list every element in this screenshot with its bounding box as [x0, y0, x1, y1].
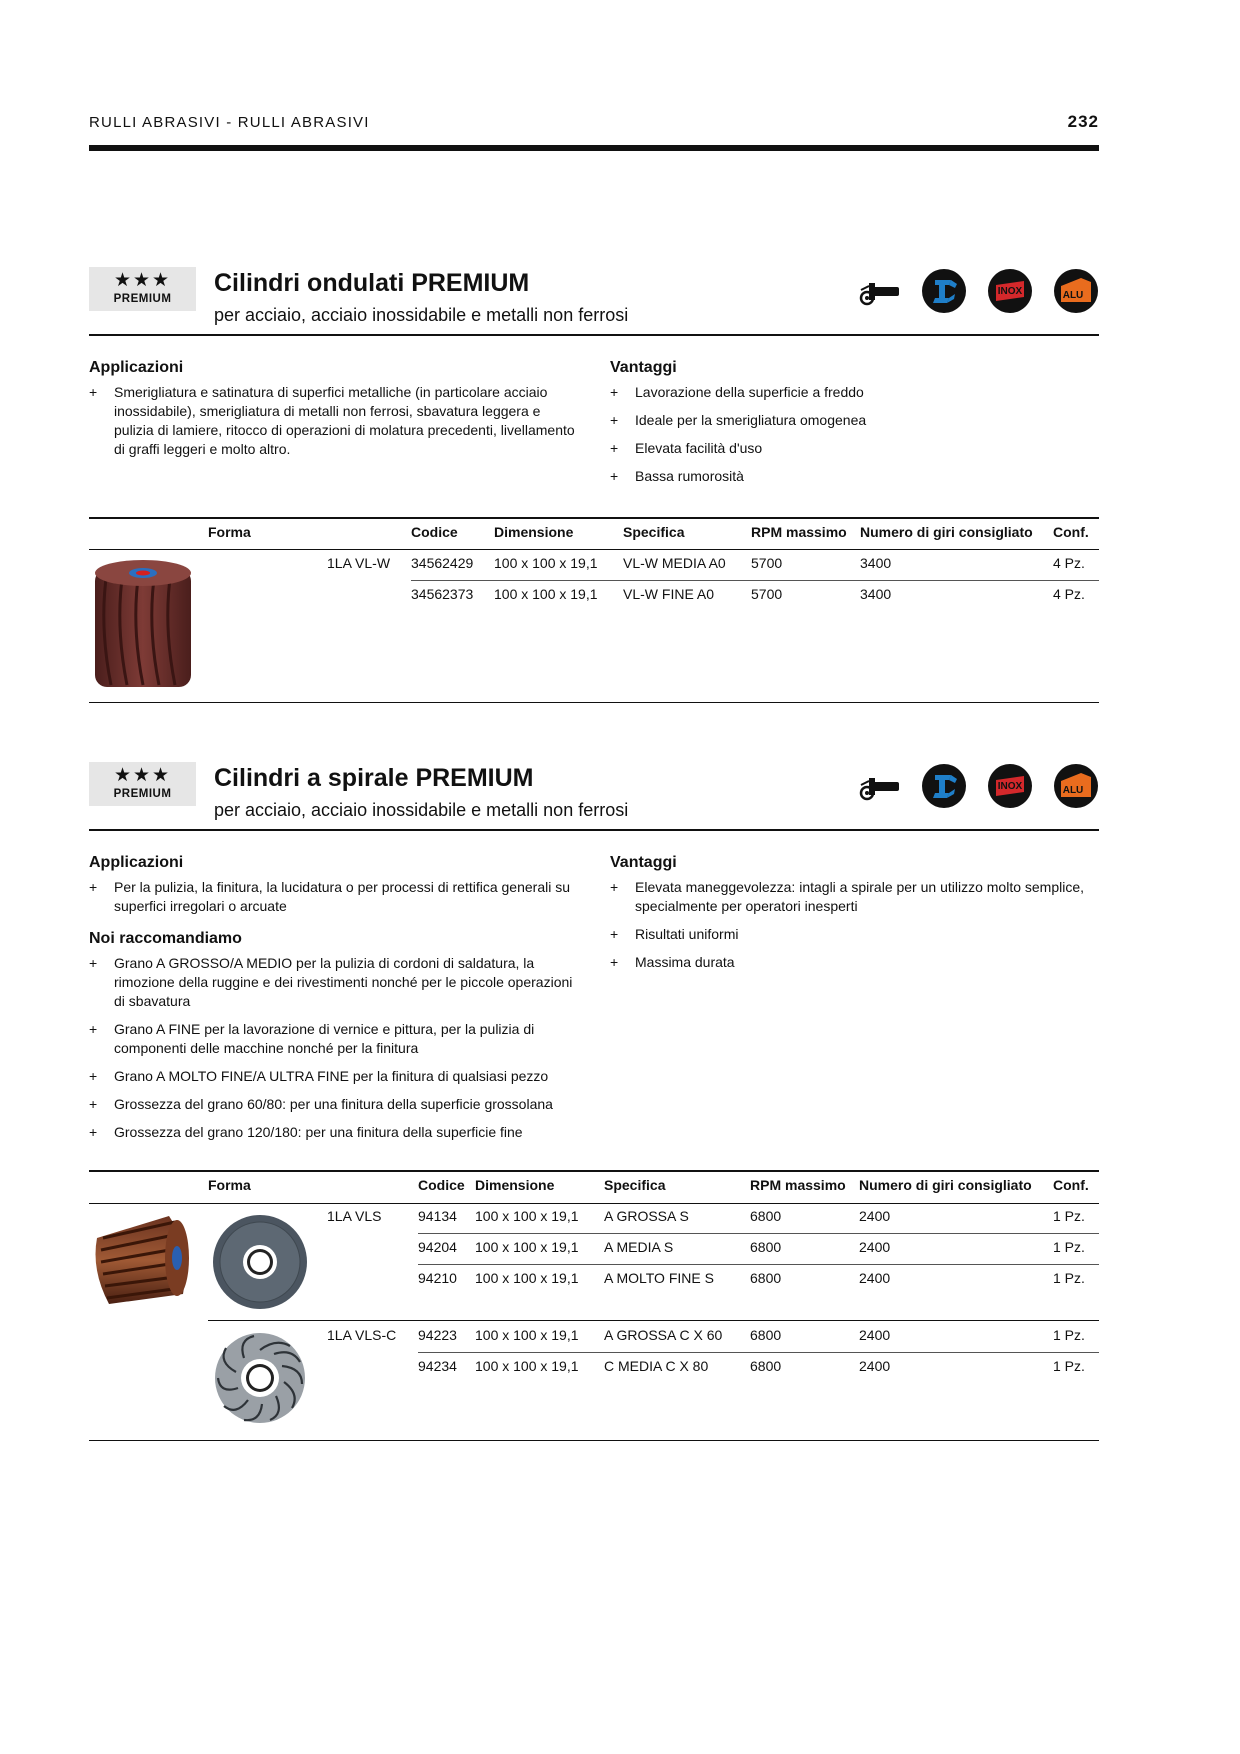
- cell-rpm: 5700: [751, 586, 783, 602]
- list-item: + Grossezza del grano 120/180: per una finitura della superficie fine: [89, 1123, 579, 1142]
- cell-giri: 3400: [860, 555, 892, 571]
- title-rule: [89, 334, 1099, 336]
- steel-icon: [921, 763, 967, 809]
- cell-codice: 94223: [418, 1327, 457, 1343]
- table-top-rule: [89, 1170, 1099, 1172]
- advantages-column: [610, 359, 1100, 495]
- cell-giri: 3400: [860, 586, 892, 602]
- advantages-heading: Vantaggi: [610, 854, 677, 871]
- title-rule: [89, 829, 1099, 831]
- list-item: + Per la pulizia, la finitura, la lucidatura o per processi di rettifica generali su superfici irregolari o arcuate: [89, 878, 579, 916]
- angle-grinder-icon: [859, 771, 901, 801]
- applications-column: [89, 359, 579, 468]
- product-section-wavy: [89, 267, 1099, 487]
- table-bottom-rule: [89, 702, 1099, 703]
- col-header-codice: Codice: [418, 1177, 465, 1193]
- stars-icon: ★★★: [113, 765, 172, 786]
- cell-rpm: 6800: [750, 1239, 782, 1255]
- product-subtitle: per acciaio, acciaio inossidabile e metalli non ferrosi: [214, 800, 629, 820]
- col-header-specifica: Specifica: [623, 524, 685, 540]
- applications-heading: Applicazioni: [89, 359, 184, 376]
- cell-giri: 2400: [859, 1270, 891, 1286]
- col-header-specifica: Specifica: [604, 1177, 666, 1193]
- list-item: + Elevata maneggevolezza: intagli a spirale per un utilizzo molto semplice, specialmente per operatori inesperti: [610, 878, 1100, 916]
- premium-label: PREMIUM: [113, 788, 172, 800]
- product-title: Cilindri a spirale PREMIUM: [214, 764, 534, 792]
- cell-dimensione: 100 x 100 x 19,1: [494, 555, 598, 571]
- cell-dimensione: 100 x 100 x 19,1: [475, 1358, 579, 1374]
- cell-conf: 1 Pz.: [1053, 1358, 1085, 1374]
- col-header-dimensione: Dimensione: [475, 1177, 555, 1193]
- col-header-conf: Conf.: [1053, 1177, 1089, 1193]
- cell-specifica: A MOLTO FINE S: [604, 1270, 714, 1286]
- cell-codice: 34562429: [411, 555, 474, 571]
- material-icons: [859, 762, 1099, 810]
- title-block: [89, 762, 1099, 832]
- col-header-codice: Codice: [411, 524, 458, 540]
- vls-disc-image: [212, 1214, 308, 1310]
- premium-badge: [89, 267, 196, 311]
- premium-badge: [89, 762, 196, 806]
- stars-icon: ★★★: [113, 270, 172, 291]
- product-title: Cilindri ondulati PREMIUM: [214, 269, 530, 297]
- group-rule: [208, 1320, 1099, 1321]
- wavy-roller-image: [89, 555, 197, 695]
- cell-specifica: VL-W FINE A0: [623, 586, 715, 602]
- cell-codice: 34562373: [411, 586, 474, 602]
- header-rule: [89, 1203, 1099, 1204]
- header-rule: [89, 145, 1099, 151]
- recommend-heading: Noi raccomandiamo: [89, 930, 242, 947]
- description-columns: [89, 854, 1099, 1140]
- col-header-forma: Forma: [208, 1177, 251, 1193]
- cell-giri: 2400: [859, 1239, 891, 1255]
- col-header-dimensione: Dimensione: [494, 524, 574, 540]
- group-name: 1LA VLS: [327, 1208, 382, 1224]
- cell-rpm: 6800: [750, 1208, 782, 1224]
- cell-dimensione: 100 x 100 x 19,1: [475, 1208, 579, 1224]
- breadcrumb: RULLI ABRASIVI - RULLI ABRASIVI: [89, 114, 370, 131]
- material-icons: [859, 267, 1099, 315]
- applications-column: [89, 854, 579, 1151]
- list-item: + Massima durata: [610, 953, 1100, 972]
- col-header-rpm: RPM massimo: [751, 524, 847, 540]
- alu-label: ALU: [1062, 785, 1084, 796]
- cell-conf: 4 Pz.: [1053, 555, 1085, 571]
- page-header: [89, 112, 1099, 152]
- cell-specifica: A GROSSA C X 60: [604, 1327, 723, 1343]
- group-name: 1LA VL-W: [327, 555, 391, 571]
- cell-dimensione: 100 x 100 x 19,1: [494, 586, 598, 602]
- cell-conf: 1 Pz.: [1053, 1270, 1085, 1286]
- title-block: [89, 267, 1099, 337]
- inox-label: INOX: [997, 286, 1023, 297]
- premium-label: PREMIUM: [113, 293, 172, 305]
- cell-specifica: C MEDIA C X 80: [604, 1358, 709, 1374]
- inox-icon: [987, 268, 1033, 314]
- cell-rpm: 6800: [750, 1358, 782, 1374]
- cell-conf: 1 Pz.: [1053, 1208, 1085, 1224]
- list-item: + Grano A FINE per la lavorazione di vernice e pittura, per la pulizia di componenti delle macchine nonché per la finitura: [89, 1020, 579, 1058]
- table-top-rule: [89, 517, 1099, 519]
- cell-codice: 94234: [418, 1358, 457, 1374]
- cell-specifica: A MEDIA S: [604, 1239, 674, 1255]
- cell-giri: 2400: [859, 1358, 891, 1374]
- list-item: + Risultati uniformi: [610, 925, 1100, 944]
- vls-c-disc-image: [214, 1332, 306, 1424]
- list-item: + Ideale per la smerigliatura omogenea: [610, 411, 1100, 430]
- list-item: + Smerigliatura e satinatura di superfici metalliche (in particolare acciaio inossidabile), smerigliatura di metalli non ferrosi, sbavatura leggera e pulizia di lamiere, ritocco di operazioni di molatura precedenti, livellamento di graffi leggeri e molto altro.: [89, 383, 579, 459]
- alu-icon: [1053, 763, 1099, 809]
- cell-codice: 94134: [418, 1208, 457, 1224]
- cell-specifica: A GROSSA S: [604, 1208, 689, 1224]
- page-number: 232: [1067, 112, 1099, 131]
- col-header-giri: Numero di giri consigliato: [860, 524, 1033, 540]
- cell-dimensione: 100 x 100 x 19,1: [475, 1270, 579, 1286]
- cell-giri: 2400: [859, 1208, 891, 1224]
- advantages-heading: Vantaggi: [610, 359, 677, 376]
- alu-label: ALU: [1062, 290, 1084, 301]
- col-header-giri: Numero di giri consigliato: [859, 1177, 1032, 1193]
- cell-conf: 4 Pz.: [1053, 586, 1085, 602]
- advantages-column: [610, 854, 1100, 981]
- steel-icon: [921, 268, 967, 314]
- row-rule: [411, 580, 1099, 581]
- inox-label: INOX: [997, 781, 1023, 792]
- product-section-spiral: [89, 762, 1099, 1140]
- cell-conf: 1 Pz.: [1053, 1327, 1085, 1343]
- spiral-roller-image: [89, 1208, 199, 1308]
- col-header-forma: Forma: [208, 524, 251, 540]
- cell-rpm: 6800: [750, 1270, 782, 1286]
- row-rule: [418, 1264, 1099, 1265]
- product-subtitle: per acciaio, acciaio inossidabile e metalli non ferrosi: [214, 305, 629, 325]
- list-item: + Lavorazione della superficie a freddo: [610, 383, 1100, 402]
- cell-dimensione: 100 x 100 x 19,1: [475, 1239, 579, 1255]
- inox-icon: [987, 763, 1033, 809]
- alu-icon: [1053, 268, 1099, 314]
- list-item: + Grano A GROSSO/A MEDIO per la pulizia di cordoni di saldatura, la rimozione della ruggine e dei rivestimenti nonché per le piccole operazioni di sbavatura: [89, 954, 579, 1011]
- list-item: + Grossezza del grano 60/80: per una finitura della superficie grossolana: [89, 1095, 579, 1114]
- applications-heading: Applicazioni: [89, 854, 184, 871]
- row-rule: [418, 1352, 1099, 1353]
- list-item: + Elevata facilità d'uso: [610, 439, 1100, 458]
- cell-rpm: 6800: [750, 1327, 782, 1343]
- angle-grinder-icon: [859, 276, 901, 306]
- list-item: + Grano A MOLTO FINE/A ULTRA FINE per la finitura di qualsiasi pezzo: [89, 1067, 579, 1086]
- description-columns: [89, 359, 1099, 509]
- cell-giri: 2400: [859, 1327, 891, 1343]
- row-rule: [418, 1233, 1099, 1234]
- table-bottom-rule: [89, 1440, 1099, 1441]
- list-item: + Bassa rumorosità: [610, 467, 1100, 486]
- col-header-rpm: RPM massimo: [750, 1177, 846, 1193]
- cell-codice: 94204: [418, 1239, 457, 1255]
- group-name: 1LA VLS-C: [327, 1327, 397, 1343]
- cell-dimensione: 100 x 100 x 19,1: [475, 1327, 579, 1343]
- col-header-conf: Conf.: [1053, 524, 1089, 540]
- cell-rpm: 5700: [751, 555, 783, 571]
- cell-codice: 94210: [418, 1270, 457, 1286]
- cell-specifica: VL-W MEDIA A0: [623, 555, 726, 571]
- cell-conf: 1 Pz.: [1053, 1239, 1085, 1255]
- header-rule: [89, 549, 1099, 550]
